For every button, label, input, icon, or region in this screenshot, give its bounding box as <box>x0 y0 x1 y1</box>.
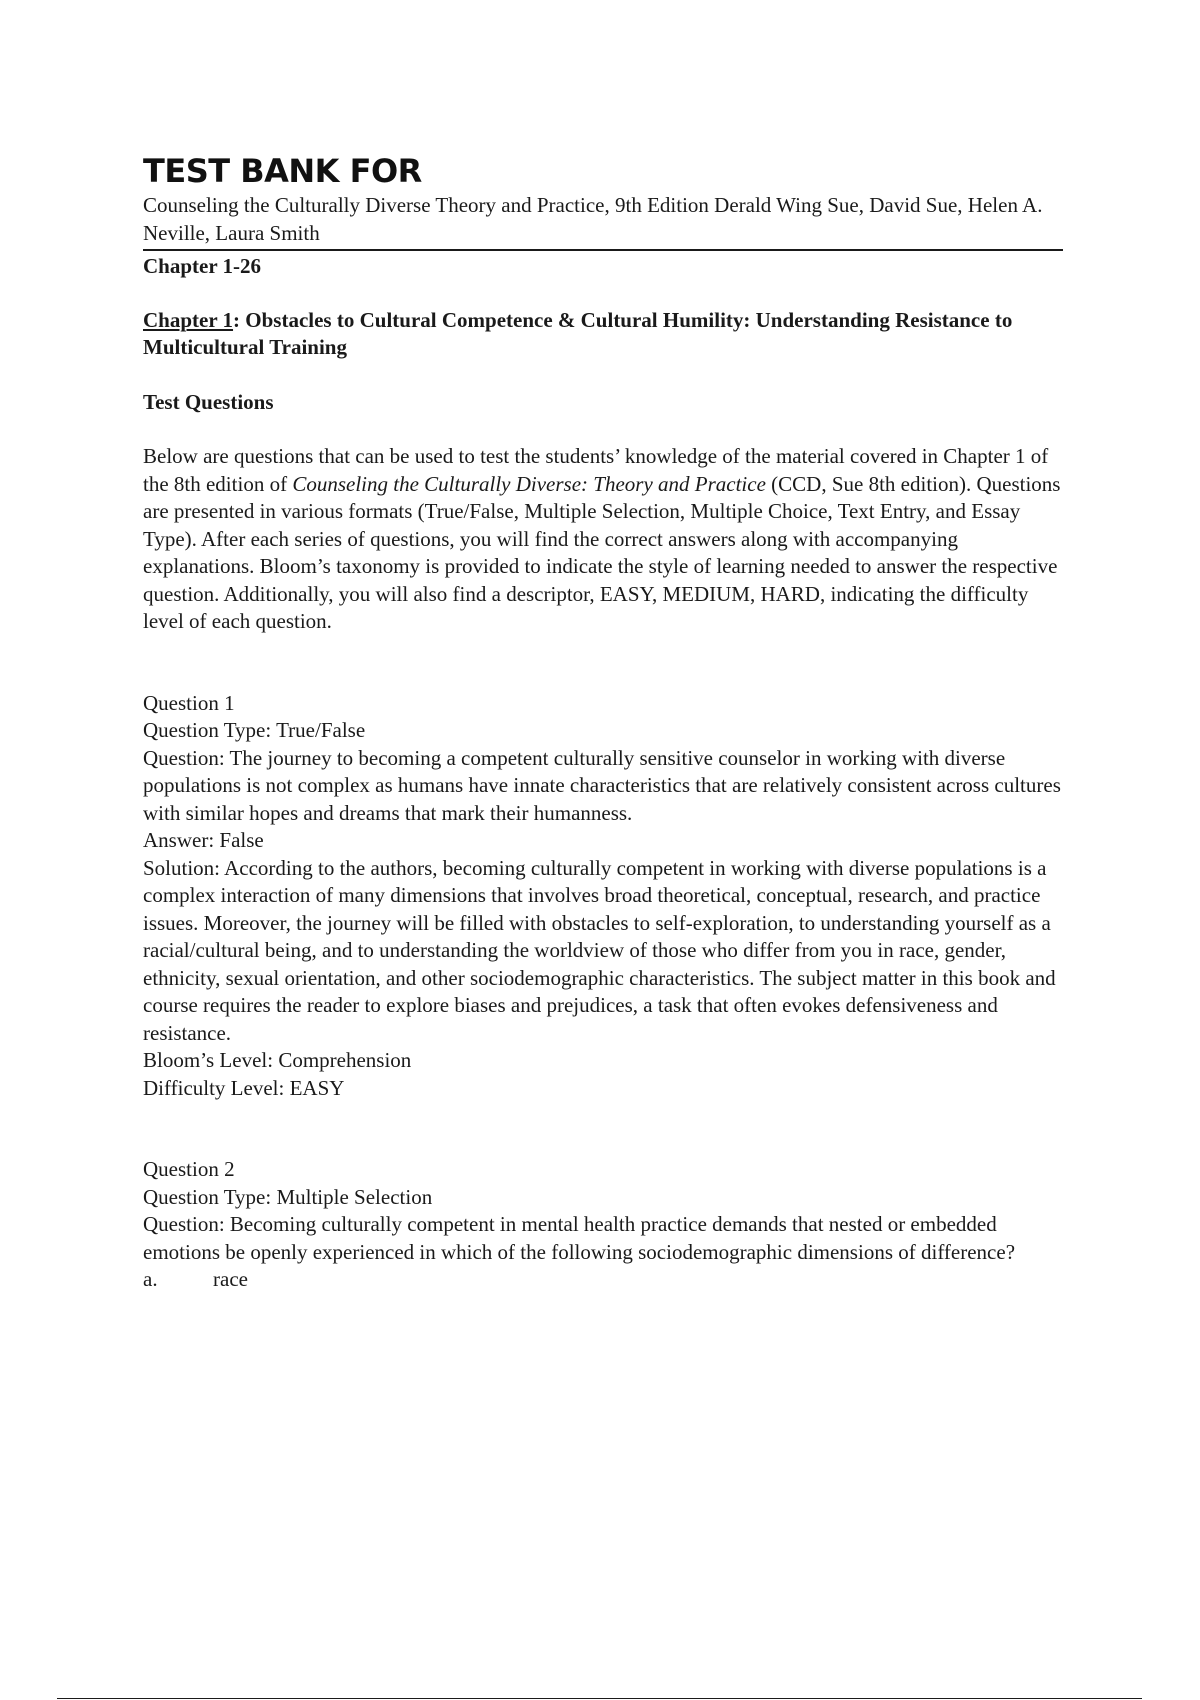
question-1-type: Question Type: True/False <box>143 718 366 742</box>
chapter-range: Chapter 1-26 <box>143 254 262 278</box>
question-1-block <box>143 690 1063 1103</box>
chapter-heading <box>143 307 1063 362</box>
question-1-answer: Answer: False <box>143 828 264 852</box>
intro-book-title: Counseling the Culturally Diverse: Theory and Practice <box>292 471 766 496</box>
intro-paragraph <box>143 443 1063 636</box>
document-page <box>143 150 1063 1294</box>
question-2-type: Question Type: Multiple Selection <box>143 1184 433 1209</box>
question-1-solution: Solution: According to the authors, becoming culturally competent in working with diverse populations is a complex interaction of many dimensions that involves broad theoretical, conceptual, research, and practice issues. Moreover, the journey will be filled with obstacles to self-exploration, to understanding yourself as a racial/cultural being, and to understanding the worldview of those who differ from you in race, gender, ethnicity, sexual orientation, and other sociodemographic characteristics. The subject matter in this book and course requires the reader to explore biases and prejudices, a task that often evokes defensiveness and resistance. <box>143 855 1056 1045</box>
footer-divider <box>57 1698 1142 1699</box>
document-subtitle: Counseling the Culturally Diverse Theory and Practice, 9th Edition Derald Wing Sue, David Sue, Helen A. Neville, Laura Smith <box>143 192 1063 251</box>
question-2-option-a <box>143 1266 1063 1294</box>
question-1-text: Question: The journey to becoming a competent culturally sensitive counselor in working with diverse populations is not complex as humans have innate characteristics that are relatively consistent across cultures with similar hopes and dreams that mark their humanness. <box>143 745 1061 825</box>
question-1-blooms-level: Bloom’s Level: Comprehension <box>143 1048 412 1072</box>
intro-part2: (CCD, Sue 8th edition). Questions are presented in various formats (True/False, Multiple Selection, Multiple Choice, Text Entry, and Essay Type). After each series of questions, you will find the correct answers along with accompanying explanations. Bloom’s taxonomy is provided to indicate the style of learning needed to answer the respective question. Additionally, you will also find a descriptor, EASY, MEDIUM, HARD, indicating the difficulty level of each question. <box>143 471 1061 633</box>
option-letter: a. <box>143 1267 158 1291</box>
document-title: TEST BANK FOR <box>143 152 422 190</box>
section-title: Test Questions <box>143 389 274 414</box>
option-text: race <box>213 1267 248 1291</box>
question-2-number: Question 2 <box>143 1157 235 1181</box>
question-1-number: Question 1 <box>143 690 235 715</box>
intro-part1: Below are questions that can be used to test the students’ knowledge of the material covered in Chapter 1 of the 8th edition of <box>143 444 1049 496</box>
chapter-title-text: : Obstacles to Cultural Competence & Cultural Humility: Understanding Resistance to Multicultural Training <box>143 307 1013 359</box>
question-1-difficulty: Difficulty Level: EASY <box>143 1075 345 1100</box>
chapter-label: Chapter 1 <box>143 307 234 332</box>
question-2-block <box>143 1156 1063 1294</box>
question-2-text: Question: Becoming culturally competent in mental health practice demands that nested or embedded emotions be openly experienced in which of the following sociodemographic dimensions of difference? <box>143 1212 1016 1264</box>
